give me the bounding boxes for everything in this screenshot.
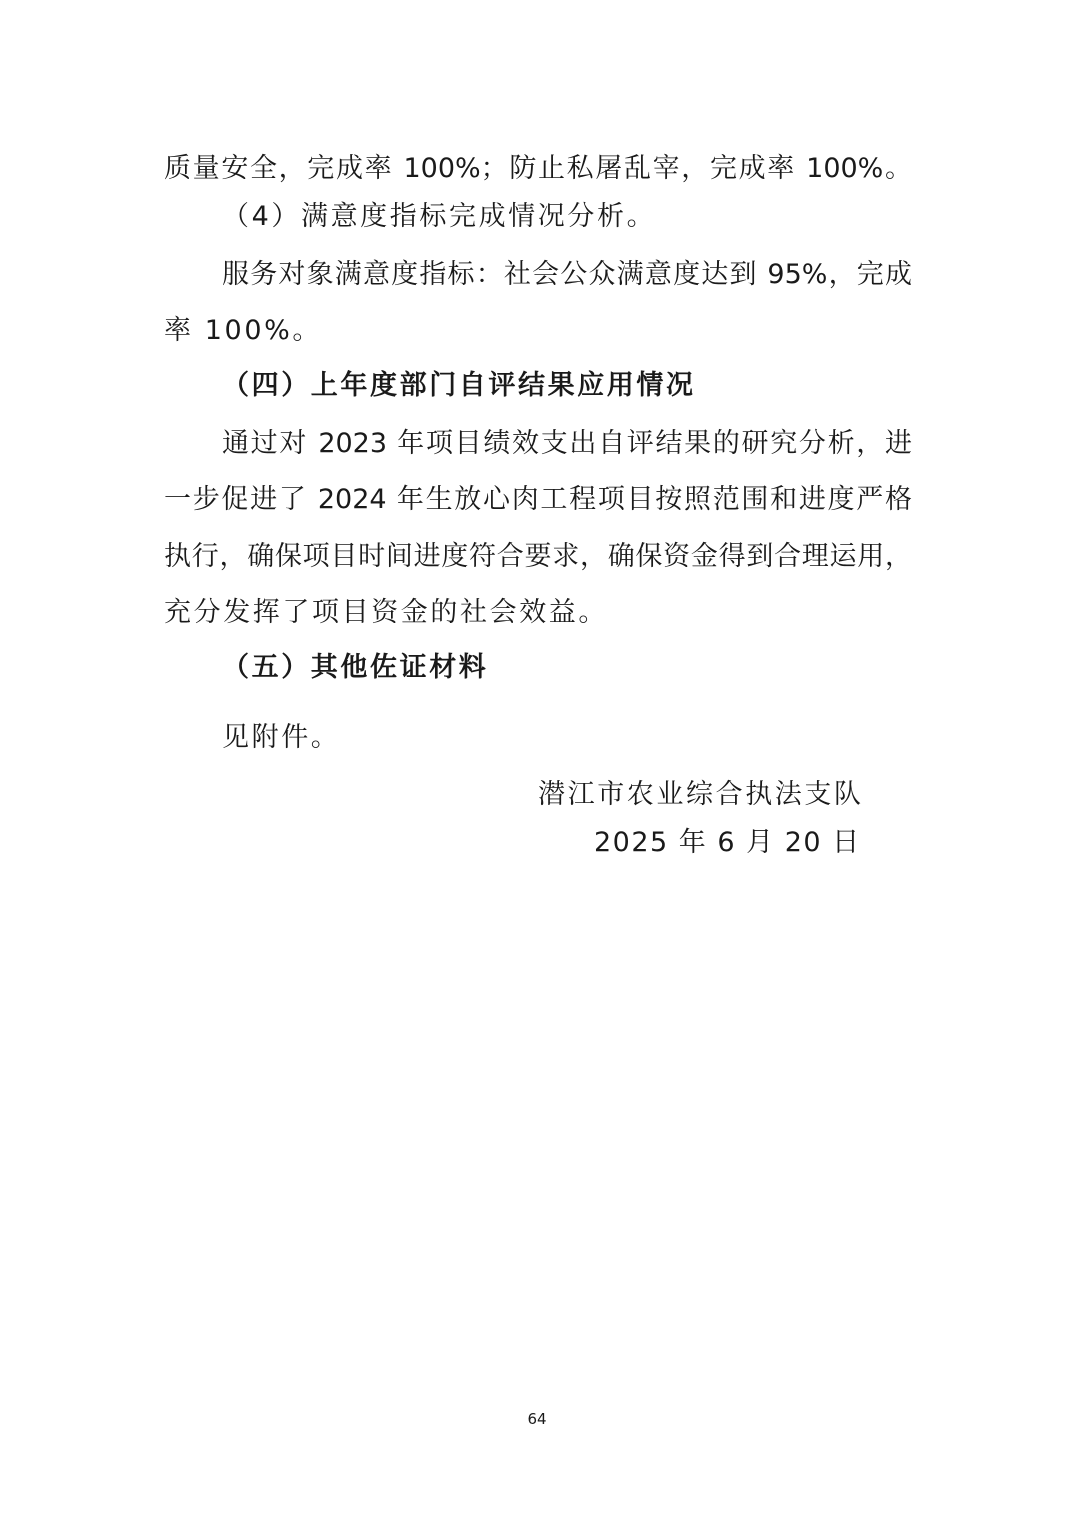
paragraph-line: 见附件。: [222, 722, 341, 753]
paragraph-line: 执行，确保项目时间进度符合要求，确保资金得到合理运用，: [164, 541, 912, 572]
paragraph-line: 质量安全，完成率 100%；防止私屠乱宰，完成率 100%。: [164, 153, 912, 184]
page-number: 64: [527, 1410, 547, 1428]
paragraph-line: 通过对 2023 年项目绩效支出自评结果的研究分析，进: [222, 428, 912, 459]
paragraph-line: 一步促进了 2024 年生放心肉工程项目按照范围和进度严格: [164, 484, 912, 515]
paragraph-line: 率 100%。: [164, 315, 322, 346]
signature-organization: 潜江市农业综合执法支队: [538, 779, 864, 810]
paragraph-line: 服务对象满意度指标：社会公众满意度达到 95%，完成: [222, 259, 912, 290]
paragraph-line: 充分发挥了项目资金的社会效益。: [164, 597, 608, 628]
signature-date: 2025 年 6 月 20 日: [594, 827, 861, 858]
subsection-heading-satisfaction: （4）满意度指标完成情况分析。: [222, 201, 657, 232]
section-heading-five: （五）其他佐证材料: [222, 652, 489, 683]
section-heading-four: （四）上年度部门自评结果应用情况: [222, 370, 696, 401]
